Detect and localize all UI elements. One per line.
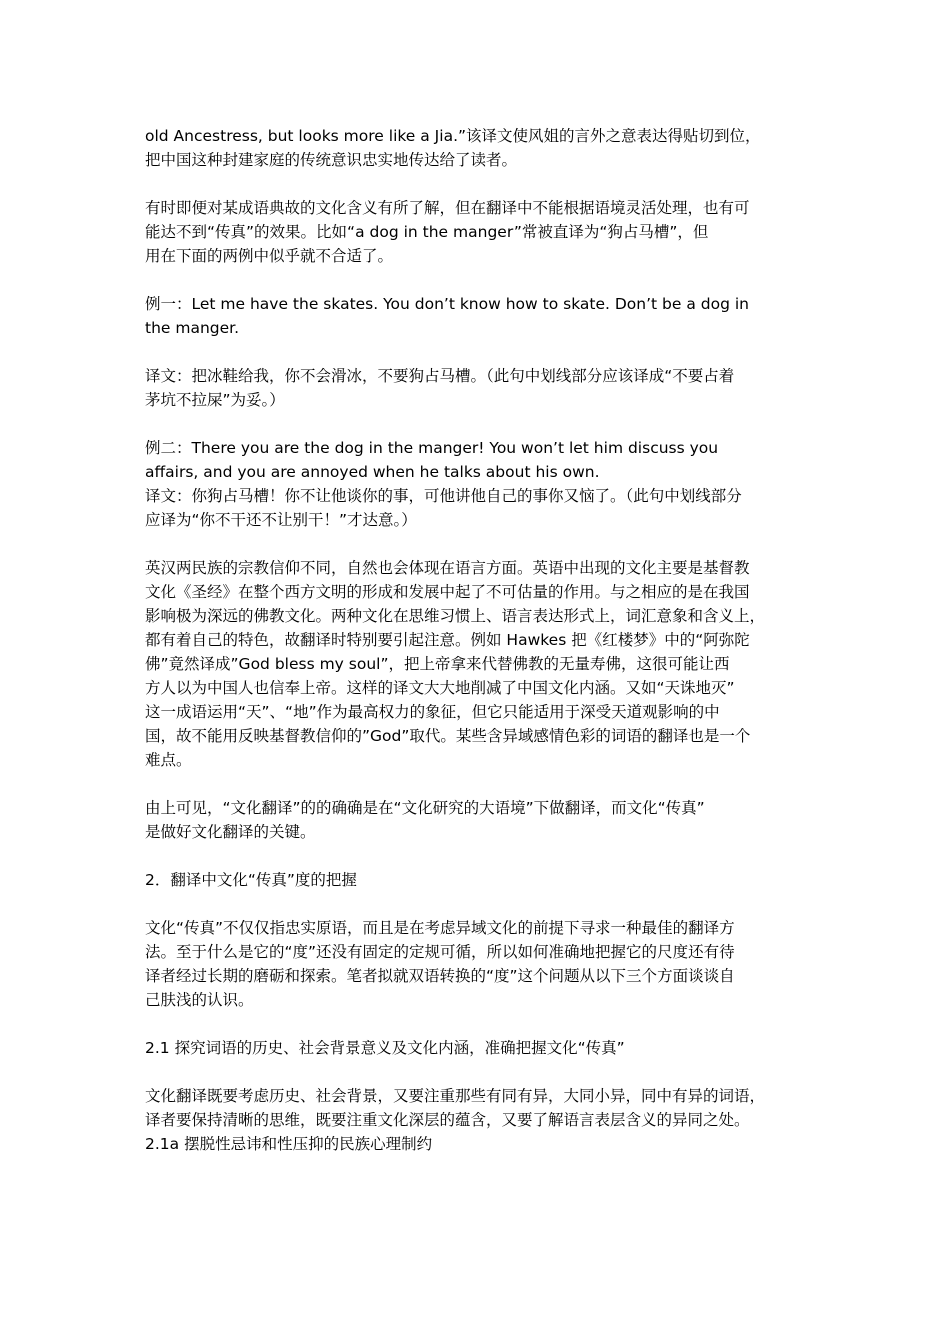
section-heading-2-1 (145, 1036, 810, 1060)
text-line: 译者要保持清晰的思维，既要注重文化深层的蕴含，又要了解语言表层含义的异同之处。 (145, 1111, 750, 1129)
paragraph-idiom-intro (145, 196, 810, 268)
text-line: affairs, and you are annoyed when he talks about his own. (145, 463, 600, 481)
text-line: 方人以为中国人也信奉上帝。这样的译文大大地削减了中国文化内涵。又如“天诛地灭” (145, 679, 735, 697)
text-line: old Ancestress, but looks more like a Jia.”该译文使风姐的言外之意表达得贴切到位， (145, 127, 761, 145)
text-line: 文化翻译既要考虑历史、社会背景，又要注重那些有同有异，大同小异，同中有异的词语， (145, 1087, 766, 1105)
text-line: 佛”竟然译成”God bless my soul”，把上帝拿来代替佛教的无量寿佛，这很可能让西 (145, 655, 730, 673)
text-line: 影响极为深远的佛教文化。两种文化在思维习惯上、语言表达形式上，词汇意象和含义上， (145, 607, 766, 625)
paragraph-example-one (145, 292, 810, 340)
paragraph-history-background (145, 1084, 810, 1156)
text-line: 这一成语运用“天”、“地”作为最高权力的象征，但它只能适用于深受天道观影响的中 (145, 703, 720, 721)
paragraph-example-one-translation (145, 364, 810, 412)
text-line: 难点。 (145, 751, 192, 769)
text-line: 用在下面的两例中似乎就不合适了。 (145, 247, 394, 265)
text-line: 例一：Let me have the skates. You don’t know how to skate. Don’t be a dog in (145, 295, 749, 313)
subheading-2-1a: 2.1a 摆脱性忌讳和性压抑的民族心理制约 (145, 1135, 433, 1153)
document-page (145, 124, 810, 1156)
paragraph-religion (145, 556, 810, 772)
text-line: 译文：你狗占马槽！你不让他谈你的事，可他讲他自己的事你又恼了。（此句中划线部分 (145, 487, 742, 505)
text-line: 应译为“你不干还不让别干！”才达意。） (145, 511, 417, 529)
heading-text: 2．翻译中文化“传真”度的把握 (145, 871, 357, 889)
text-line: the manger. (145, 319, 240, 337)
text-line: 文化“传真”不仅仅指忠实原语，而且是在考虑异域文化的前提下寻求一种最佳的翻译方 (145, 919, 735, 937)
text-line: 把中国这种封建家庭的传统意识忠实地传达给了读者。 (145, 151, 518, 169)
text-line: 译者经过长期的磨砺和探索。笔者拟就双语转换的“度”这个问题从以下三个方面谈谈自 (145, 967, 735, 985)
text-line: 是做好文化翻译的关键。 (145, 823, 316, 841)
text-line: 茅坑不拉屎”为妥。） (145, 391, 285, 409)
text-line: 都有着自己的特色，故翻译时特别要引起注意。例如 Hawkes 把《红楼梦》中的“阿弥陀 (145, 631, 750, 649)
text-line: 能达不到“传真”的效果。比如“a dog in the manger”常被直译为“狗占马槽”，但 (145, 223, 709, 241)
paragraph-translation-comment (145, 124, 810, 172)
paragraph-conclusion (145, 796, 810, 844)
text-line: 文化《圣经》在整个西方文明的形成和发展中起了不可估量的作用。与之相应的是在我国 (145, 583, 750, 601)
paragraph-example-two (145, 436, 810, 532)
text-line: 有时即便对某成语典故的文化含义有所了解，但在翻译中不能根据语境灵活处理，也有可 (145, 199, 750, 217)
text-line: 例二：There you are the dog in the manger! You won’t let him discuss you (145, 439, 719, 457)
section-heading-2 (145, 868, 810, 892)
heading-text: 2.1 探究词语的历史、社会背景意义及文化内涵，准确把握文化“传真” (145, 1039, 625, 1057)
text-line: 由上可见，“文化翻译”的的确确是在“文化研究的大语境”下做翻译，而文化“传真” (145, 799, 705, 817)
text-line: 法。至于什么是它的“度”还没有固定的定规可循，所以如何准确地把握它的尺度还有待 (145, 943, 735, 961)
paragraph-degree (145, 916, 810, 1012)
text-line: 英汉两民族的宗教信仰不同，自然也会体现在语言方面。英语中出现的文化主要是基督教 (145, 559, 750, 577)
text-line: 己肤浅的认识。 (145, 991, 254, 1009)
text-line: 译文：把冰鞋给我，你不会滑冰，不要狗占马槽。（此句中划线部分应该译成“不要占着 (145, 367, 735, 385)
text-line: 国，故不能用反映基督教信仰的”God”取代。某些含异域感情色彩的词语的翻译也是一个 (145, 727, 751, 745)
